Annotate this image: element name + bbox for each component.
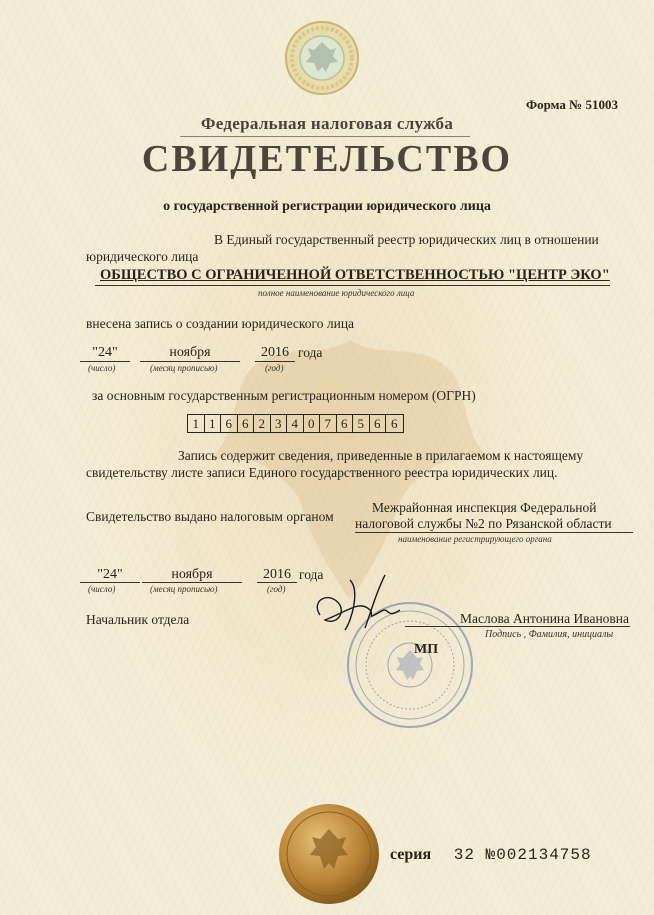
document-subtitle: о государственной регистрации юридического лица: [163, 199, 491, 214]
signer-name: Маслова Антонина Ивановна: [460, 611, 630, 626]
ogrn-digit: 6: [391, 416, 398, 431]
entry-day: "24": [92, 345, 118, 360]
ogrn-digit: 6: [370, 415, 387, 432]
ogrn-number: [187, 414, 404, 433]
ogrn-digit: 4: [287, 415, 304, 432]
series-number: 32 №002134758: [453, 846, 592, 864]
ogrn-digit: 1: [205, 415, 222, 432]
ogrn-digit: 2: [254, 415, 271, 432]
notice-line-2: свидетельству листе записи Единого государственного реестра юридических лиц.: [86, 465, 558, 480]
emblem-icon: [284, 20, 360, 96]
ogrn-label: за основным государственным регистрационным номером (ОГРН): [92, 388, 476, 403]
issue-day-line: [80, 582, 140, 583]
gold-seal-icon: [278, 803, 380, 905]
entry-year-suffix: года: [298, 345, 323, 360]
entry-year-caption: (год): [265, 363, 284, 373]
issue-month-line: [142, 582, 242, 583]
issuer-caption: наименование регистрирующего органа: [398, 534, 552, 544]
issue-year-caption: (год): [267, 584, 286, 594]
organization-underline: [95, 285, 610, 286]
handwritten-signature: [290, 560, 440, 640]
ogrn-digit: 0: [304, 415, 321, 432]
issuer-label: Свидетельство выдано налоговым органом: [86, 509, 334, 524]
series-block: [390, 846, 592, 864]
issue-year-suffix: года: [299, 567, 324, 582]
ogrn-digit: 6: [337, 415, 354, 432]
entry-year-line: [255, 361, 295, 362]
series-label: серия: [390, 846, 432, 863]
entry-day-line: [80, 361, 130, 362]
issue-day-caption: (число): [88, 584, 116, 594]
signature-caption: Подпись , Фамилия, инициалы: [485, 629, 614, 640]
intro-line-2: юридического лица: [86, 249, 199, 264]
signer-underline: [405, 626, 630, 627]
entry-year: 2016: [261, 345, 289, 360]
organization-name: ОБЩЕСТВО С ОГРАНИЧЕННОЙ ОТВЕТСТВЕННОСТЬЮ "ЦЕНТР ЭКО": [100, 267, 610, 283]
intro-line-1: В Единый государственный реестр юридических лиц в отношении: [214, 232, 599, 247]
service-name: Федеральная налоговая служба: [200, 114, 454, 133]
issue-day: "24": [97, 567, 123, 582]
issuer-name-line-2: налоговой службы №2 по Рязанской области: [355, 516, 612, 531]
ogrn-digit: 3: [271, 415, 288, 432]
issuer-underline: [355, 532, 633, 533]
document-title: СВИДЕТЕЛЬСТВО: [141, 138, 513, 180]
entry-month-caption: (месяц прописью): [150, 363, 218, 373]
ogrn-digit: 7: [320, 415, 337, 432]
issue-year: 2016: [263, 567, 291, 582]
entry-month: ноября: [169, 345, 211, 360]
ogrn-digit: 6: [238, 415, 255, 432]
entry-text: внесена запись о создании юридического лица: [86, 316, 355, 331]
entry-day-caption: (число): [88, 363, 116, 373]
issue-month-caption: (месяц прописью): [150, 584, 218, 594]
notice-line-1: Запись содержит сведения, приведенные в прилагаемом к настоящему: [178, 448, 584, 463]
ogrn-digit: 5: [353, 415, 370, 432]
entry-month-line: [140, 361, 240, 362]
form-number: Форма № 51003: [525, 97, 618, 112]
issuer-name-line-1: Межрайонная инспекция Федеральной: [372, 500, 597, 515]
signer-position: Начальник отдела: [86, 612, 190, 627]
issue-month: ноября: [171, 567, 213, 582]
stamp-place-label: МП: [414, 642, 439, 657]
ogrn-digit: 6: [221, 415, 238, 432]
ogrn-digit: 1: [188, 415, 205, 432]
organization-caption: полное наименование юридического лица: [258, 288, 415, 298]
